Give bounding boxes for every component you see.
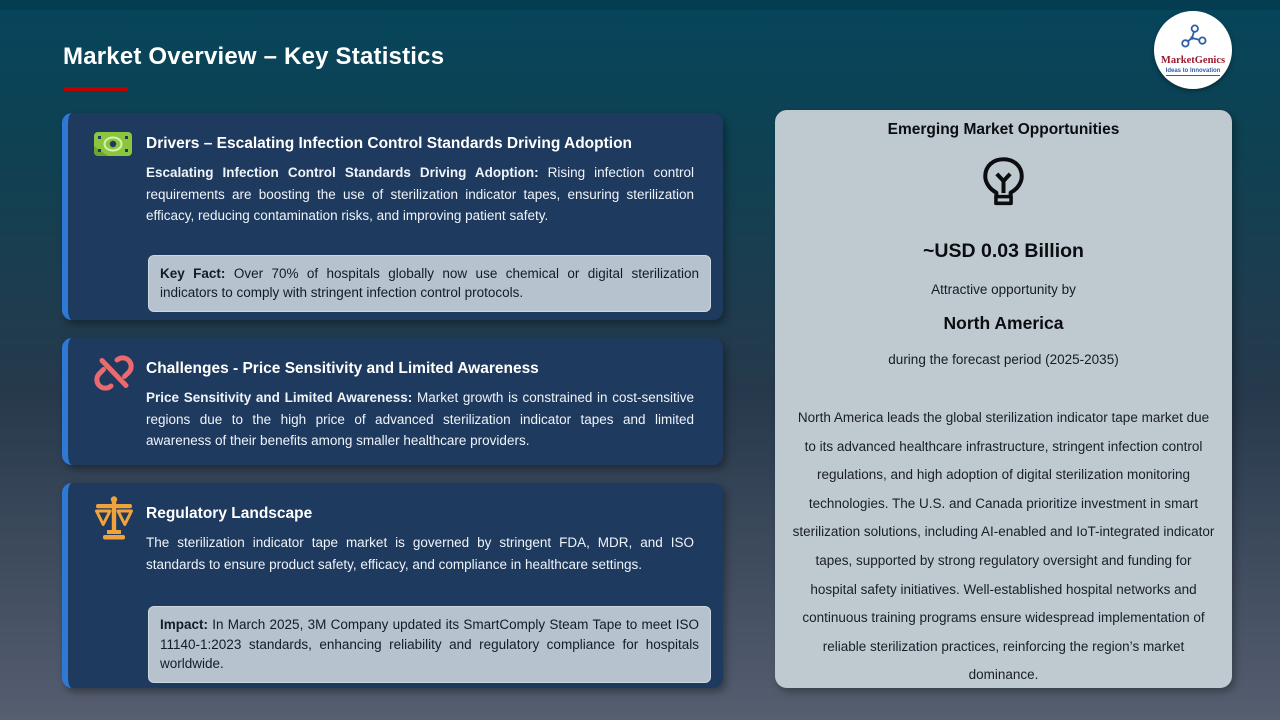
money-bill-icon — [93, 128, 133, 165]
opportunities-panel-title: Emerging Market Opportunities — [887, 121, 1120, 138]
title-underline — [64, 87, 128, 91]
regulatory-card — [62, 483, 723, 688]
opportunities-panel — [775, 110, 1232, 688]
key-fact-box — [148, 255, 711, 312]
drivers-card — [62, 113, 723, 320]
challenges-body-text: Market growth is constrained in cost-sensitive regions due to the high price of advanced sterilization indicator tapes and limited awareness of their benefits among smaller healthcare providers. — [146, 390, 694, 449]
logo-tagline: Ideas to Innovation — [1165, 68, 1221, 75]
drivers-body-text: Rising infection control requirements are boosting the use of sterilization indicator tapes, ensuring sterilization efficacy, reducing contamination risks, and improving patient safety. — [146, 165, 694, 224]
lightbulb-icon — [791, 153, 1216, 211]
challenges-card-body — [146, 387, 694, 452]
regulatory-card-title: Regulatory Landscape — [146, 505, 313, 522]
broken-link-icon — [93, 353, 135, 398]
regulatory-body-text: The sterilization indicator tape market is governed by stringent FDA, MDR, and ISO standards to ensure product safety, efficacy, and compliance in healthcare settings. — [146, 535, 694, 572]
challenges-card — [62, 338, 723, 465]
challenges-card-title: Challenges - Price Sensitivity and Limited Awareness — [146, 360, 539, 377]
drivers-card-body — [146, 162, 694, 227]
top-accent-strip — [0, 0, 1280, 10]
opportunity-region: North America — [943, 313, 1064, 333]
forecast-period-label: during the forecast period (2025-2035) — [888, 352, 1119, 367]
impact-box — [148, 606, 711, 683]
regulatory-card-body — [146, 532, 694, 575]
drivers-body-lead: Escalating Infection Control Standards Driving Adoption: — [146, 165, 539, 180]
logo-name: MarketGenics — [1160, 54, 1226, 66]
opportunity-value: ~USD 0.03 Billion — [923, 240, 1084, 262]
attractive-opportunity-label: Attractive opportunity by — [931, 282, 1076, 297]
region-description: North America leads the global sterilization indicator tape market due to its advanced healthcare infrastructure, stringent infection control regulations, and high adoption of digital sterilization monitoring technologies. The U.S. and Canada prioritize investment in smart sterilization solutions, including AI-enabled and IoT-integrated indicator tapes, supported by strong regulatory oversight and funding for hospital safety initiatives. Well-established hospital networks and continuous training programs ensure widespread implementation of reliable sterilization practices, reinforcing the region’s market dominance. — [792, 410, 1215, 683]
key-fact-lead: Key Fact: — [160, 265, 226, 281]
drivers-card-title: Drivers – Escalating Infection Control Standards Driving Adoption — [146, 135, 633, 152]
key-fact-text: Over 70% of hospitals globally now use chemical or digital sterilization indicators to comply with stringent infection control protocols. — [160, 265, 699, 301]
balance-scale-icon — [93, 495, 135, 546]
marketgenics-logo — [1154, 11, 1232, 89]
impact-text: In March 2025, 3M Company updated its SmartComply Steam Tape to meet ISO 11140-1:2023 standards, enhancing reliability and regulatory compliance for hospitals worldwide. — [160, 617, 699, 672]
challenges-body-lead: Price Sensitivity and Limited Awareness: — [146, 390, 413, 405]
impact-lead: Impact: — [160, 617, 209, 633]
molecule-icon — [1179, 24, 1207, 54]
page-title: Market Overview – Key Statistics — [63, 43, 445, 70]
